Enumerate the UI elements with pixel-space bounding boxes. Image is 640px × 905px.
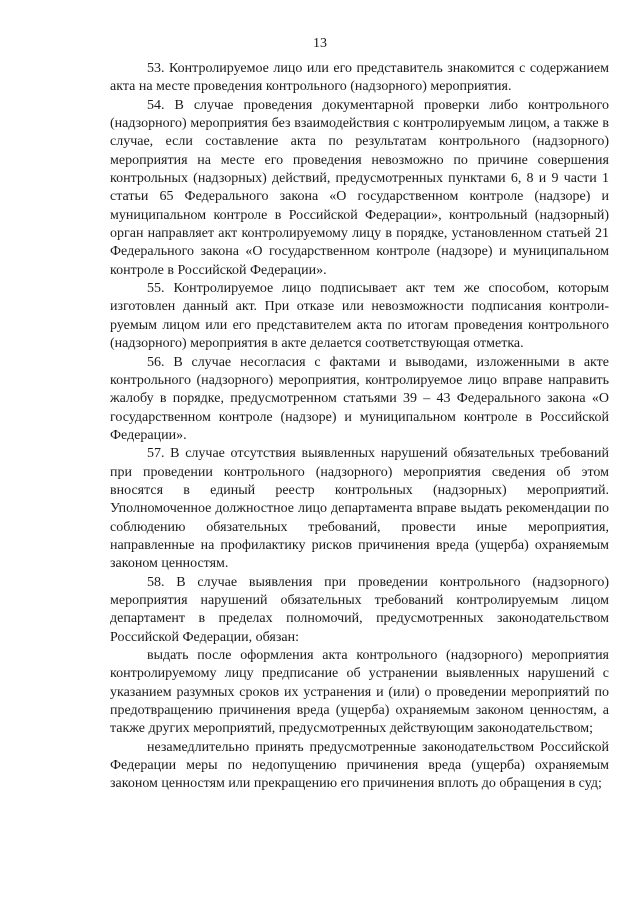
paragraph-56: 56. В случае несогласия с фактами и выводами, изложенными в акте контрольного (надзорного) мероприятия, контролируемое лицо вправе направить жалобу в порядке, предусмотренном статьями 39 – 43 Федерального закона «О государственном контроле (надзоре) и муниципальном контроле в Российской Федерации». <box>110 354 609 443</box>
paragraph-57: 57. В случае отсутствия выявленных нарушений обязательных требований при проведении контрольного (надзорного) мероприятия сведения об этом вносятся в единый реестр контрольных (надзорных) мероприятий. Уполномоченное должностное лицо департамента вправе выдать рекомендации по соблюдению обязательных требований, провести иные мероприятия, направленные на профилактику рисков причинения вреда (ущерба) охраняемым законом ценностям. <box>110 446 609 572</box>
paragraph-58-item-take-measures: незамедлительно принять предусмотренные законодательством Российской Федерации меры по недопущению причинения вреда (ущерба) охраняемым законом ценностям или прекращению его причинения вплоть до обращения в суд; <box>110 739 609 792</box>
paragraph-54: 54. В случае проведения документарной проверки либо контрольного (надзорного) мероприятия без взаимодействия с контролируемым лицом, а также в случае, если составление акта по результатам контрольного (надзорного) мероприятия на месте его проведения невозможно по причине совершения контрольных (надзорных) действий, предусмотренных пунктами 6, 8 и 9 части 1 статьи 65 Федерального закона «О государственном контроле (надзоре) и муниципальном контроле в Российской Федерации», контрольный (надзорный) орган направляет акт контролируемому лицу в порядке, установленном статьей 21 Федерального закона «О государственном контроле (надзоре) и муниципальном контроле в Российской Федерации». <box>110 97 609 278</box>
document-body <box>110 60 609 794</box>
paragraph-53: 53. Контролируемое лицо или его представитель знакомится с содержанием акта на месте проведения контрольного (надзорного) мероприятия. <box>110 61 609 95</box>
paragraph-55: 55. Контролируемое лицо подписывает акт тем же способом, которым изготовлен данный акт. При отказе или невозможности подписания контролируемым лицом или его представителем акта по итогам проведения контрольного (надзорного) мероприятия в акте делается соответствующая отметка. <box>110 281 609 352</box>
page-number: 13 <box>313 36 327 51</box>
paragraph-58: 58. В случае выявления при проведении контрольного (надзорного) мероприятия нарушений обязательных требований контролируемым лицом департамент в пределах полномочий, предусмотренных законодательством Российской Федерации, обязан: <box>110 574 609 645</box>
paragraph-58-item-issue-order: выдать после оформления акта контрольного (надзорного) мероприятия контролируемому лицу предписание об устранении выявленных нарушений с указанием разумных сроков их устранения и (или) о проведении мероприятий по предотвращению причинения вреда (ущерба) охраняемым законом ценностям, а также других мероприятий, предусмотренных действующим законодательством; <box>110 648 609 737</box>
